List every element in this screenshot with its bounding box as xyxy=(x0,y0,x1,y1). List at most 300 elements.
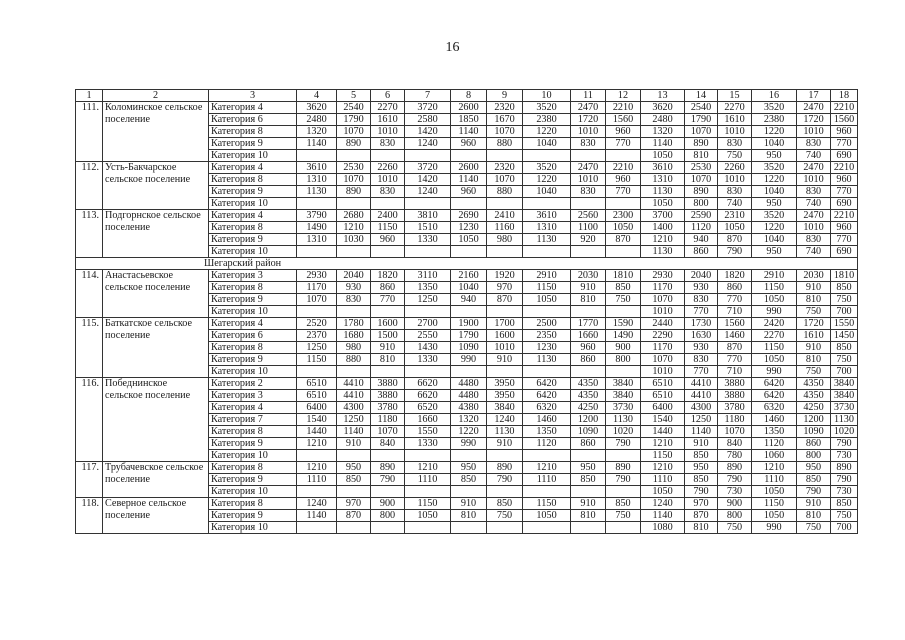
value-cell: 3520 xyxy=(752,102,797,114)
value-cell xyxy=(451,522,487,534)
value-cell: 2930 xyxy=(297,270,337,282)
value-cell: 1310 xyxy=(297,174,337,186)
value-cell: 3780 xyxy=(371,402,405,414)
value-cell: 6320 xyxy=(523,402,571,414)
value-cell: 1140 xyxy=(451,126,487,138)
value-cell: 880 xyxy=(487,186,523,198)
value-cell: 1170 xyxy=(641,282,685,294)
category-cell: Категория 4 xyxy=(209,402,297,414)
value-cell: 910 xyxy=(797,498,831,510)
row-index: 114. xyxy=(76,270,103,318)
value-cell: 1050 xyxy=(641,198,685,210)
value-cell: 1070 xyxy=(685,126,718,138)
value-cell xyxy=(337,150,371,162)
value-cell: 960 xyxy=(831,126,858,138)
value-cell: 1150 xyxy=(641,450,685,462)
value-cell: 2270 xyxy=(718,102,752,114)
value-cell: 1060 xyxy=(752,450,797,462)
value-cell: 2540 xyxy=(685,102,718,114)
value-cell: 2590 xyxy=(685,210,718,222)
column-number: 3 xyxy=(209,90,297,102)
value-cell: 960 xyxy=(606,126,641,138)
value-cell xyxy=(337,306,371,318)
value-cell: 2370 xyxy=(297,330,337,342)
value-cell: 2380 xyxy=(523,114,571,126)
category-cell: Категория 4 xyxy=(209,102,297,114)
value-cell: 6420 xyxy=(752,378,797,390)
value-cell: 850 xyxy=(831,342,858,354)
value-cell: 730 xyxy=(831,486,858,498)
value-cell: 1730 xyxy=(685,318,718,330)
value-cell: 850 xyxy=(831,282,858,294)
value-cell: 1320 xyxy=(641,126,685,138)
value-cell: 770 xyxy=(831,138,858,150)
value-cell: 800 xyxy=(685,198,718,210)
row-index: 118. xyxy=(76,498,103,534)
value-cell xyxy=(297,450,337,462)
value-cell xyxy=(571,522,606,534)
value-cell xyxy=(405,450,451,462)
value-cell: 3810 xyxy=(405,210,451,222)
value-cell: 730 xyxy=(718,486,752,498)
value-cell: 1010 xyxy=(371,174,405,186)
value-cell xyxy=(451,150,487,162)
value-cell: 830 xyxy=(571,186,606,198)
value-cell: 1140 xyxy=(297,510,337,522)
value-cell xyxy=(451,246,487,258)
value-cell xyxy=(297,306,337,318)
value-cell xyxy=(487,486,523,498)
value-cell: 930 xyxy=(337,282,371,294)
value-cell: 1040 xyxy=(752,234,797,246)
value-cell: 1150 xyxy=(405,498,451,510)
value-cell: 750 xyxy=(797,306,831,318)
tariff-table xyxy=(75,89,858,534)
value-cell xyxy=(337,366,371,378)
value-cell: 1440 xyxy=(297,426,337,438)
value-cell: 4410 xyxy=(337,378,371,390)
value-cell xyxy=(487,450,523,462)
value-cell: 1250 xyxy=(405,294,451,306)
value-cell: 910 xyxy=(797,282,831,294)
value-cell: 1720 xyxy=(797,318,831,330)
category-cell: Категория 10 xyxy=(209,366,297,378)
value-cell: 930 xyxy=(685,282,718,294)
value-cell: 3520 xyxy=(523,162,571,174)
value-cell: 3840 xyxy=(606,378,641,390)
value-cell: 6510 xyxy=(297,378,337,390)
value-cell: 1230 xyxy=(523,342,571,354)
value-cell: 6420 xyxy=(523,378,571,390)
value-cell xyxy=(606,366,641,378)
value-cell xyxy=(523,306,571,318)
value-cell: 1220 xyxy=(451,426,487,438)
value-cell: 950 xyxy=(752,198,797,210)
value-cell: 1460 xyxy=(752,414,797,426)
value-cell: 1850 xyxy=(451,114,487,126)
value-cell: 3880 xyxy=(371,390,405,402)
value-cell: 3720 xyxy=(405,102,451,114)
value-cell: 2210 xyxy=(831,162,858,174)
value-cell: 750 xyxy=(797,522,831,534)
value-cell: 800 xyxy=(797,450,831,462)
value-cell: 6620 xyxy=(405,390,451,402)
value-cell: 4380 xyxy=(451,402,487,414)
value-cell xyxy=(371,450,405,462)
value-cell: 3610 xyxy=(297,162,337,174)
value-cell: 810 xyxy=(371,354,405,366)
table-row xyxy=(76,498,858,510)
category-cell: Категория 10 xyxy=(209,150,297,162)
value-cell: 2380 xyxy=(752,114,797,126)
category-cell: Категория 6 xyxy=(209,114,297,126)
value-cell: 1150 xyxy=(752,342,797,354)
value-cell: 1630 xyxy=(685,330,718,342)
value-cell: 990 xyxy=(451,354,487,366)
value-cell: 790 xyxy=(718,474,752,486)
value-cell: 890 xyxy=(685,138,718,150)
value-cell: 1010 xyxy=(718,174,752,186)
column-number: 10 xyxy=(523,90,571,102)
value-cell: 2210 xyxy=(606,102,641,114)
value-cell: 1070 xyxy=(297,294,337,306)
column-number: 13 xyxy=(641,90,685,102)
value-cell xyxy=(523,486,571,498)
value-cell: 1050 xyxy=(523,510,571,522)
value-cell: 2540 xyxy=(337,102,371,114)
column-number: 8 xyxy=(451,90,487,102)
value-cell: 2160 xyxy=(451,270,487,282)
value-cell: 1820 xyxy=(371,270,405,282)
value-cell: 980 xyxy=(337,342,371,354)
category-cell: Категория 9 xyxy=(209,354,297,366)
value-cell: 1150 xyxy=(371,222,405,234)
value-cell: 1250 xyxy=(685,414,718,426)
value-cell: 2310 xyxy=(718,210,752,222)
value-cell: 2600 xyxy=(451,102,487,114)
value-cell: 1240 xyxy=(405,186,451,198)
category-cell: Категория 3 xyxy=(209,270,297,282)
value-cell: 1820 xyxy=(718,270,752,282)
value-cell xyxy=(487,150,523,162)
value-cell: 1170 xyxy=(297,282,337,294)
value-cell: 1790 xyxy=(337,114,371,126)
category-cell: Категория 8 xyxy=(209,174,297,186)
value-cell: 950 xyxy=(451,462,487,474)
value-cell: 3620 xyxy=(297,102,337,114)
value-cell: 1100 xyxy=(571,222,606,234)
value-cell: 4350 xyxy=(797,378,831,390)
value-cell: 2500 xyxy=(523,318,571,330)
value-cell: 1070 xyxy=(685,174,718,186)
value-cell: 1120 xyxy=(752,438,797,450)
value-cell: 1110 xyxy=(641,474,685,486)
value-cell xyxy=(606,486,641,498)
value-cell: 1790 xyxy=(451,330,487,342)
value-cell: 1070 xyxy=(371,426,405,438)
value-cell: 1210 xyxy=(752,462,797,474)
value-cell: 980 xyxy=(487,234,523,246)
column-number: 5 xyxy=(337,90,371,102)
value-cell xyxy=(571,306,606,318)
value-cell: 3730 xyxy=(831,402,858,414)
value-cell: 4300 xyxy=(685,402,718,414)
value-cell: 1020 xyxy=(606,426,641,438)
value-cell: 2350 xyxy=(523,330,571,342)
value-cell: 1220 xyxy=(523,126,571,138)
value-cell: 690 xyxy=(831,246,858,258)
column-number: 7 xyxy=(405,90,451,102)
value-cell: 890 xyxy=(606,462,641,474)
value-cell xyxy=(337,198,371,210)
value-cell xyxy=(405,366,451,378)
category-cell: Категория 4 xyxy=(209,210,297,222)
value-cell: 3520 xyxy=(752,162,797,174)
value-cell: 1420 xyxy=(405,126,451,138)
value-cell: 1130 xyxy=(641,246,685,258)
value-cell: 1180 xyxy=(718,414,752,426)
value-cell: 1210 xyxy=(523,462,571,474)
value-cell: 1490 xyxy=(606,330,641,342)
value-cell: 1040 xyxy=(523,186,571,198)
value-cell: 890 xyxy=(831,462,858,474)
value-cell xyxy=(571,246,606,258)
value-cell: 830 xyxy=(797,138,831,150)
value-cell: 2270 xyxy=(371,102,405,114)
value-cell: 710 xyxy=(718,306,752,318)
category-cell: Категория 2 xyxy=(209,378,297,390)
value-cell: 1130 xyxy=(487,426,523,438)
value-cell: 2300 xyxy=(606,210,641,222)
table-row xyxy=(76,162,858,174)
header-row xyxy=(76,90,858,102)
value-cell: 1030 xyxy=(337,234,371,246)
category-cell: Категория 9 xyxy=(209,294,297,306)
value-cell: 1320 xyxy=(451,414,487,426)
category-cell: Категория 4 xyxy=(209,318,297,330)
value-cell: 1200 xyxy=(797,414,831,426)
value-cell: 3110 xyxy=(405,270,451,282)
value-cell: 2030 xyxy=(797,270,831,282)
value-cell: 690 xyxy=(831,150,858,162)
value-cell: 810 xyxy=(797,294,831,306)
value-cell: 2040 xyxy=(337,270,371,282)
value-cell: 810 xyxy=(797,510,831,522)
value-cell: 850 xyxy=(571,474,606,486)
value-cell: 1220 xyxy=(523,174,571,186)
column-number: 14 xyxy=(685,90,718,102)
value-cell: 6620 xyxy=(405,378,451,390)
value-cell: 1540 xyxy=(297,414,337,426)
value-cell: 4350 xyxy=(571,378,606,390)
value-cell: 1720 xyxy=(797,114,831,126)
value-cell: 860 xyxy=(685,246,718,258)
table-row xyxy=(76,462,858,474)
value-cell xyxy=(337,486,371,498)
value-cell: 750 xyxy=(606,510,641,522)
value-cell: 1140 xyxy=(685,426,718,438)
value-cell: 860 xyxy=(571,354,606,366)
value-cell: 1790 xyxy=(685,114,718,126)
value-cell: 1560 xyxy=(606,114,641,126)
value-cell: 1040 xyxy=(523,138,571,150)
value-cell xyxy=(337,450,371,462)
value-cell: 1090 xyxy=(571,426,606,438)
value-cell: 890 xyxy=(487,462,523,474)
value-cell: 1110 xyxy=(752,474,797,486)
value-cell: 2550 xyxy=(405,330,451,342)
value-cell: 750 xyxy=(487,510,523,522)
value-cell: 1150 xyxy=(752,282,797,294)
category-cell: Категория 10 xyxy=(209,486,297,498)
value-cell: 1150 xyxy=(752,498,797,510)
value-cell xyxy=(487,246,523,258)
value-cell: 840 xyxy=(371,438,405,450)
value-cell: 1720 xyxy=(571,114,606,126)
value-cell: 1770 xyxy=(571,318,606,330)
table-body xyxy=(76,90,858,534)
value-cell: 830 xyxy=(371,186,405,198)
value-cell: 6400 xyxy=(641,402,685,414)
value-cell: 1130 xyxy=(523,234,571,246)
value-cell: 940 xyxy=(685,234,718,246)
value-cell: 1010 xyxy=(797,126,831,138)
value-cell: 810 xyxy=(797,354,831,366)
value-cell xyxy=(297,366,337,378)
value-cell: 2470 xyxy=(797,162,831,174)
value-cell xyxy=(337,246,371,258)
settlement-name: Коломинское сельское поселение xyxy=(103,102,209,162)
value-cell: 800 xyxy=(371,510,405,522)
value-cell xyxy=(606,246,641,258)
value-cell: 1140 xyxy=(641,510,685,522)
value-cell: 1180 xyxy=(371,414,405,426)
value-cell: 770 xyxy=(606,138,641,150)
value-cell: 770 xyxy=(831,186,858,198)
value-cell: 2930 xyxy=(641,270,685,282)
value-cell xyxy=(297,150,337,162)
value-cell: 4300 xyxy=(337,402,371,414)
value-cell: 1010 xyxy=(797,222,831,234)
table-row xyxy=(76,270,858,282)
value-cell: 910 xyxy=(487,438,523,450)
value-cell: 750 xyxy=(797,366,831,378)
value-cell: 3520 xyxy=(523,102,571,114)
value-cell: 790 xyxy=(831,474,858,486)
value-cell: 2410 xyxy=(487,210,523,222)
value-cell xyxy=(606,198,641,210)
value-cell: 950 xyxy=(337,462,371,474)
value-cell: 860 xyxy=(718,282,752,294)
category-cell: Категория 9 xyxy=(209,438,297,450)
value-cell: 1450 xyxy=(831,330,858,342)
value-cell: 870 xyxy=(337,510,371,522)
value-cell: 910 xyxy=(451,498,487,510)
value-cell: 830 xyxy=(718,138,752,150)
category-cell: Категория 8 xyxy=(209,462,297,474)
value-cell: 2270 xyxy=(752,330,797,342)
value-cell: 1220 xyxy=(752,222,797,234)
value-cell: 990 xyxy=(752,522,797,534)
value-cell: 970 xyxy=(685,498,718,510)
row-index: 117. xyxy=(76,462,103,498)
value-cell: 1240 xyxy=(641,498,685,510)
value-cell: 4480 xyxy=(451,390,487,402)
value-cell: 950 xyxy=(752,150,797,162)
value-cell: 1700 xyxy=(487,318,523,330)
value-cell: 1210 xyxy=(337,222,371,234)
value-cell: 910 xyxy=(571,282,606,294)
table-row xyxy=(76,102,858,114)
value-cell: 890 xyxy=(685,186,718,198)
value-cell: 910 xyxy=(487,354,523,366)
category-cell: Категория 10 xyxy=(209,306,297,318)
value-cell: 860 xyxy=(797,438,831,450)
value-cell: 3840 xyxy=(831,378,858,390)
value-cell: 970 xyxy=(337,498,371,510)
value-cell: 1210 xyxy=(297,462,337,474)
value-cell: 4410 xyxy=(337,390,371,402)
value-cell: 1090 xyxy=(797,426,831,438)
value-cell: 1150 xyxy=(523,282,571,294)
table-row xyxy=(76,378,858,390)
value-cell: 3950 xyxy=(487,378,523,390)
value-cell: 850 xyxy=(606,282,641,294)
page-number: 16 xyxy=(445,40,460,55)
category-cell: Категория 9 xyxy=(209,186,297,198)
value-cell: 1600 xyxy=(371,318,405,330)
value-cell: 1550 xyxy=(405,426,451,438)
value-cell: 1350 xyxy=(752,426,797,438)
value-cell: 6510 xyxy=(297,390,337,402)
value-cell: 1050 xyxy=(641,486,685,498)
value-cell: 4250 xyxy=(571,402,606,414)
value-cell: 1610 xyxy=(797,330,831,342)
value-cell: 800 xyxy=(606,354,641,366)
value-cell xyxy=(371,246,405,258)
value-cell: 750 xyxy=(606,294,641,306)
value-cell: 6520 xyxy=(405,402,451,414)
value-cell: 1160 xyxy=(487,222,523,234)
value-cell: 6510 xyxy=(641,390,685,402)
value-cell: 1140 xyxy=(451,174,487,186)
value-cell: 790 xyxy=(606,438,641,450)
column-number: 18 xyxy=(831,90,858,102)
value-cell: 740 xyxy=(797,150,831,162)
value-cell: 6420 xyxy=(523,390,571,402)
value-cell: 1070 xyxy=(641,294,685,306)
value-cell: 1240 xyxy=(405,138,451,150)
district-row xyxy=(76,258,858,270)
value-cell: 1130 xyxy=(297,186,337,198)
value-cell xyxy=(571,486,606,498)
value-cell: 1810 xyxy=(606,270,641,282)
value-cell xyxy=(371,486,405,498)
value-cell: 1600 xyxy=(487,330,523,342)
value-cell: 790 xyxy=(606,474,641,486)
row-index: 113. xyxy=(76,210,103,258)
category-cell: Категория 7 xyxy=(209,414,297,426)
value-cell: 2290 xyxy=(641,330,685,342)
value-cell: 1660 xyxy=(571,330,606,342)
value-cell: 2680 xyxy=(337,210,371,222)
value-cell: 1310 xyxy=(523,222,571,234)
value-cell: 1050 xyxy=(641,150,685,162)
value-cell xyxy=(297,246,337,258)
value-cell: 1070 xyxy=(487,174,523,186)
value-cell: 960 xyxy=(451,186,487,198)
category-cell: Категория 10 xyxy=(209,198,297,210)
